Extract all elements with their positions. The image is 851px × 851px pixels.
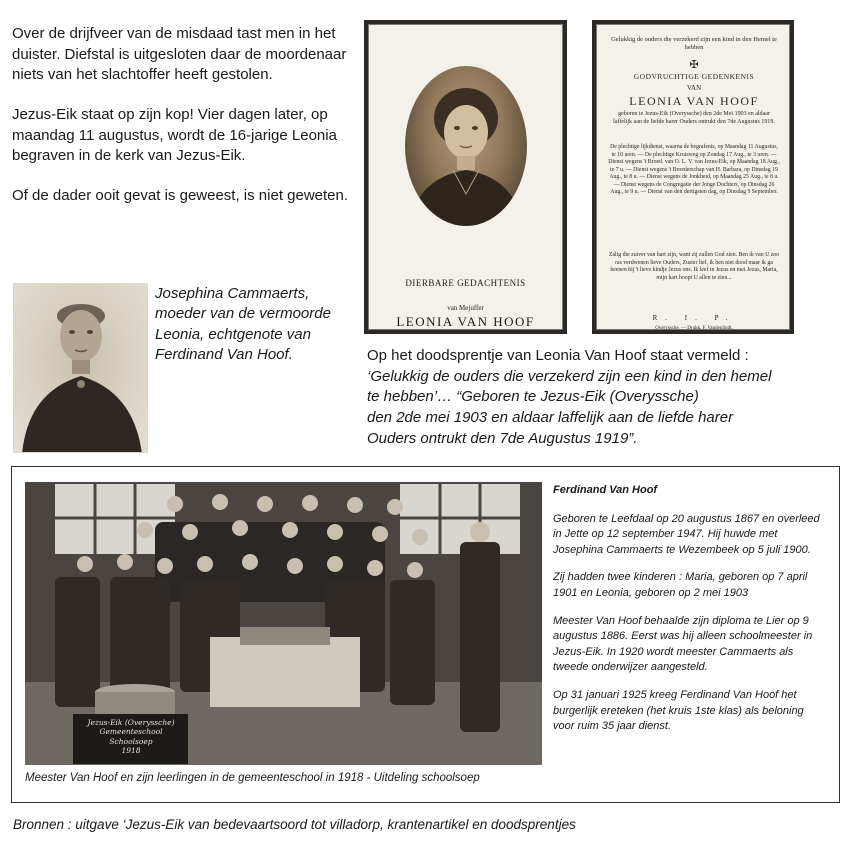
card-front-name: LEONIA VAN HOOF (396, 314, 535, 329)
card-back-rip: R. I. P. (652, 314, 736, 322)
memorial-card-back (592, 20, 794, 334)
slate-line-3: Schoolsoep (109, 736, 153, 746)
card-front-subtitle: van Mejuffer (447, 304, 484, 312)
bio-paragraph-3: Meester Van Hoof behaalde zijn diploma te Lier op 9 augustus 1886. Eerst was hij alleen schoolmeester in Jezus-Eik. In 1920 wordt meester Cammaerts als tweede onderwijzer aangesteld. (553, 614, 813, 674)
slate-line-4: 1918 (121, 746, 141, 756)
mother-caption: Josephina Cammaerts, moeder van de vermoorde Leonia, echtgenote van Ferdinand Van Hoof. (155, 285, 331, 364)
slate-line-1: Jezus-Eik (Overyssche) (87, 718, 175, 727)
card-back-birth-text: geboren te Jezus-Eik (Overyssche) den 2de Mei 1903 en aldaar laffelijk aan de liefde harer Ouders ontrukt den 7de Augustus 1919. (613, 111, 775, 125)
card-caption-line-4: den 2de mei 1903 en aldaar laffelijk aan de liefde harer (367, 409, 734, 427)
memorial-card-front (364, 20, 567, 334)
card-front-title: DIERBARE GEDACHTENIS (405, 278, 526, 288)
card-back-name: LEONIA VAN HOOF (629, 94, 759, 108)
intro-text (12, 24, 357, 226)
slate-line-2: Gemeenteschool (99, 727, 163, 737)
card-caption-line-1: Op het doodsprentje van Leonia Van Hoof staat vermeld : (367, 347, 749, 364)
bio-title: Ferdinand Van Hoof (553, 484, 658, 496)
intro-paragraph-3: Of de dader ooit gevat is geweest, is niet geweten. (12, 187, 349, 205)
card-back-motto: Gelukkig de ouders die verzekerd zijn een kind in den Hemel te hebben (611, 36, 777, 52)
cross-icon: ✠ (689, 59, 699, 71)
card-caption-line-2: ‘Gelukkig de ouders die verzekerd zijn een kind in den hemel (367, 367, 772, 385)
bio-paragraph-4: Op 31 januari 1925 kreeg Ferdinand Van Hoof het burgerlijk ereteken (het kruis 1ste klas) als beloning voor ruim 35 jaar dienst. (553, 689, 804, 733)
slate-text (81, 718, 181, 756)
card-caption-line-5: Ouders ontrukt den 7de Augustus 1919”. (367, 429, 638, 447)
mother-portrait-illustration (14, 284, 148, 453)
bio-paragraph-1: Geboren te Leefdaal op 20 augustus 1867 en overleed in Jette op 12 september 1947. Hij huwde met Josephina Cammaerts te Wezembeek op 5 juli 1900. (553, 512, 820, 556)
leonia-portrait-illustration (405, 66, 527, 226)
card-caption-line-3: te hebben’… “Geboren te Jezus-Eik (Overyssche) (367, 388, 699, 406)
bio-paragraph-2: Zij hadden twee kinderen : Maria, geboren op 7 april 1901 en Leonia, geboren op 2 mei 1903 (553, 571, 808, 600)
intro-paragraph-2: Jezus-Eik staat op zijn kop! Vier dagen later, op maandag 11 augustus, wordt de 16-jarige Leonia begraven in de kerk van Jezus-Eik. (12, 106, 337, 165)
school-class-photo (25, 482, 542, 765)
ferdinand-bio (553, 483, 823, 747)
card-back-services-text: De plechtige lijkdienst, waarna de begrafenis, op Maandag 11 Augustus, te 10 uren. — De plechtige Kruisweg op Zondag 17 Aug., te 3 uren. — Dienst wegens 't Broed. van O. L. V. van Jezus-Eik, op Maandag 18 Aug., te 7 u. — Dienst wegens 't Broederschap van H. Barbara, op Dinsdag 19 Aug., te 8 u. — Dienst wegens de Jonkheid, op Maandag 25 Aug., te 8 u. — Dienst wegens de Congregatie der Jonge Dochters, op Dinsdag 26 Aug., te 9 u. — Dienst van den dertigsten dag, op Dinsdag 9 September. (608, 144, 780, 196)
card-back-prayer-text: Zalig die zuiver van hart zijn, want zij zullen God zien. Ben ik van U zoo ras verdwenen lieve Ouders, Zuster lief, ik ben niet dood maar ik ga heenen bij 't lieve kindje Jezus ons. Ik leef in Jezus en met Jezus, Maria, mijn hart hoopt U allen te zien... (608, 252, 780, 281)
intro-paragraph-1: Over de drijfveer van de misdaad tast men in het duister. Diefstal is uitgesloten daar de moordenaar niets van het slachtoffer heeft gestolen. (12, 25, 347, 84)
school-photo-caption: Meester Van Hoof en zijn leerlingen in de gemeenteschool in 1918 - Uitdeling schoolsoep (25, 772, 480, 784)
leonia-portrait-photo (405, 66, 527, 226)
mother-portrait-photo (13, 283, 148, 453)
card-back-van: VAN (686, 84, 702, 92)
memorial-card-caption (367, 346, 837, 449)
card-back-heading: GODVRUCHTIGE GEDENKENIS (633, 72, 755, 81)
card-back-printer: Overyssche, — Drukk. F. Vandenlindt. (655, 326, 733, 331)
sources-line: Bronnen : uitgave ‘Jezus-Eik van bedevaartsoord tot villadorp, krantenartikel en doodsprentjes (13, 817, 576, 832)
